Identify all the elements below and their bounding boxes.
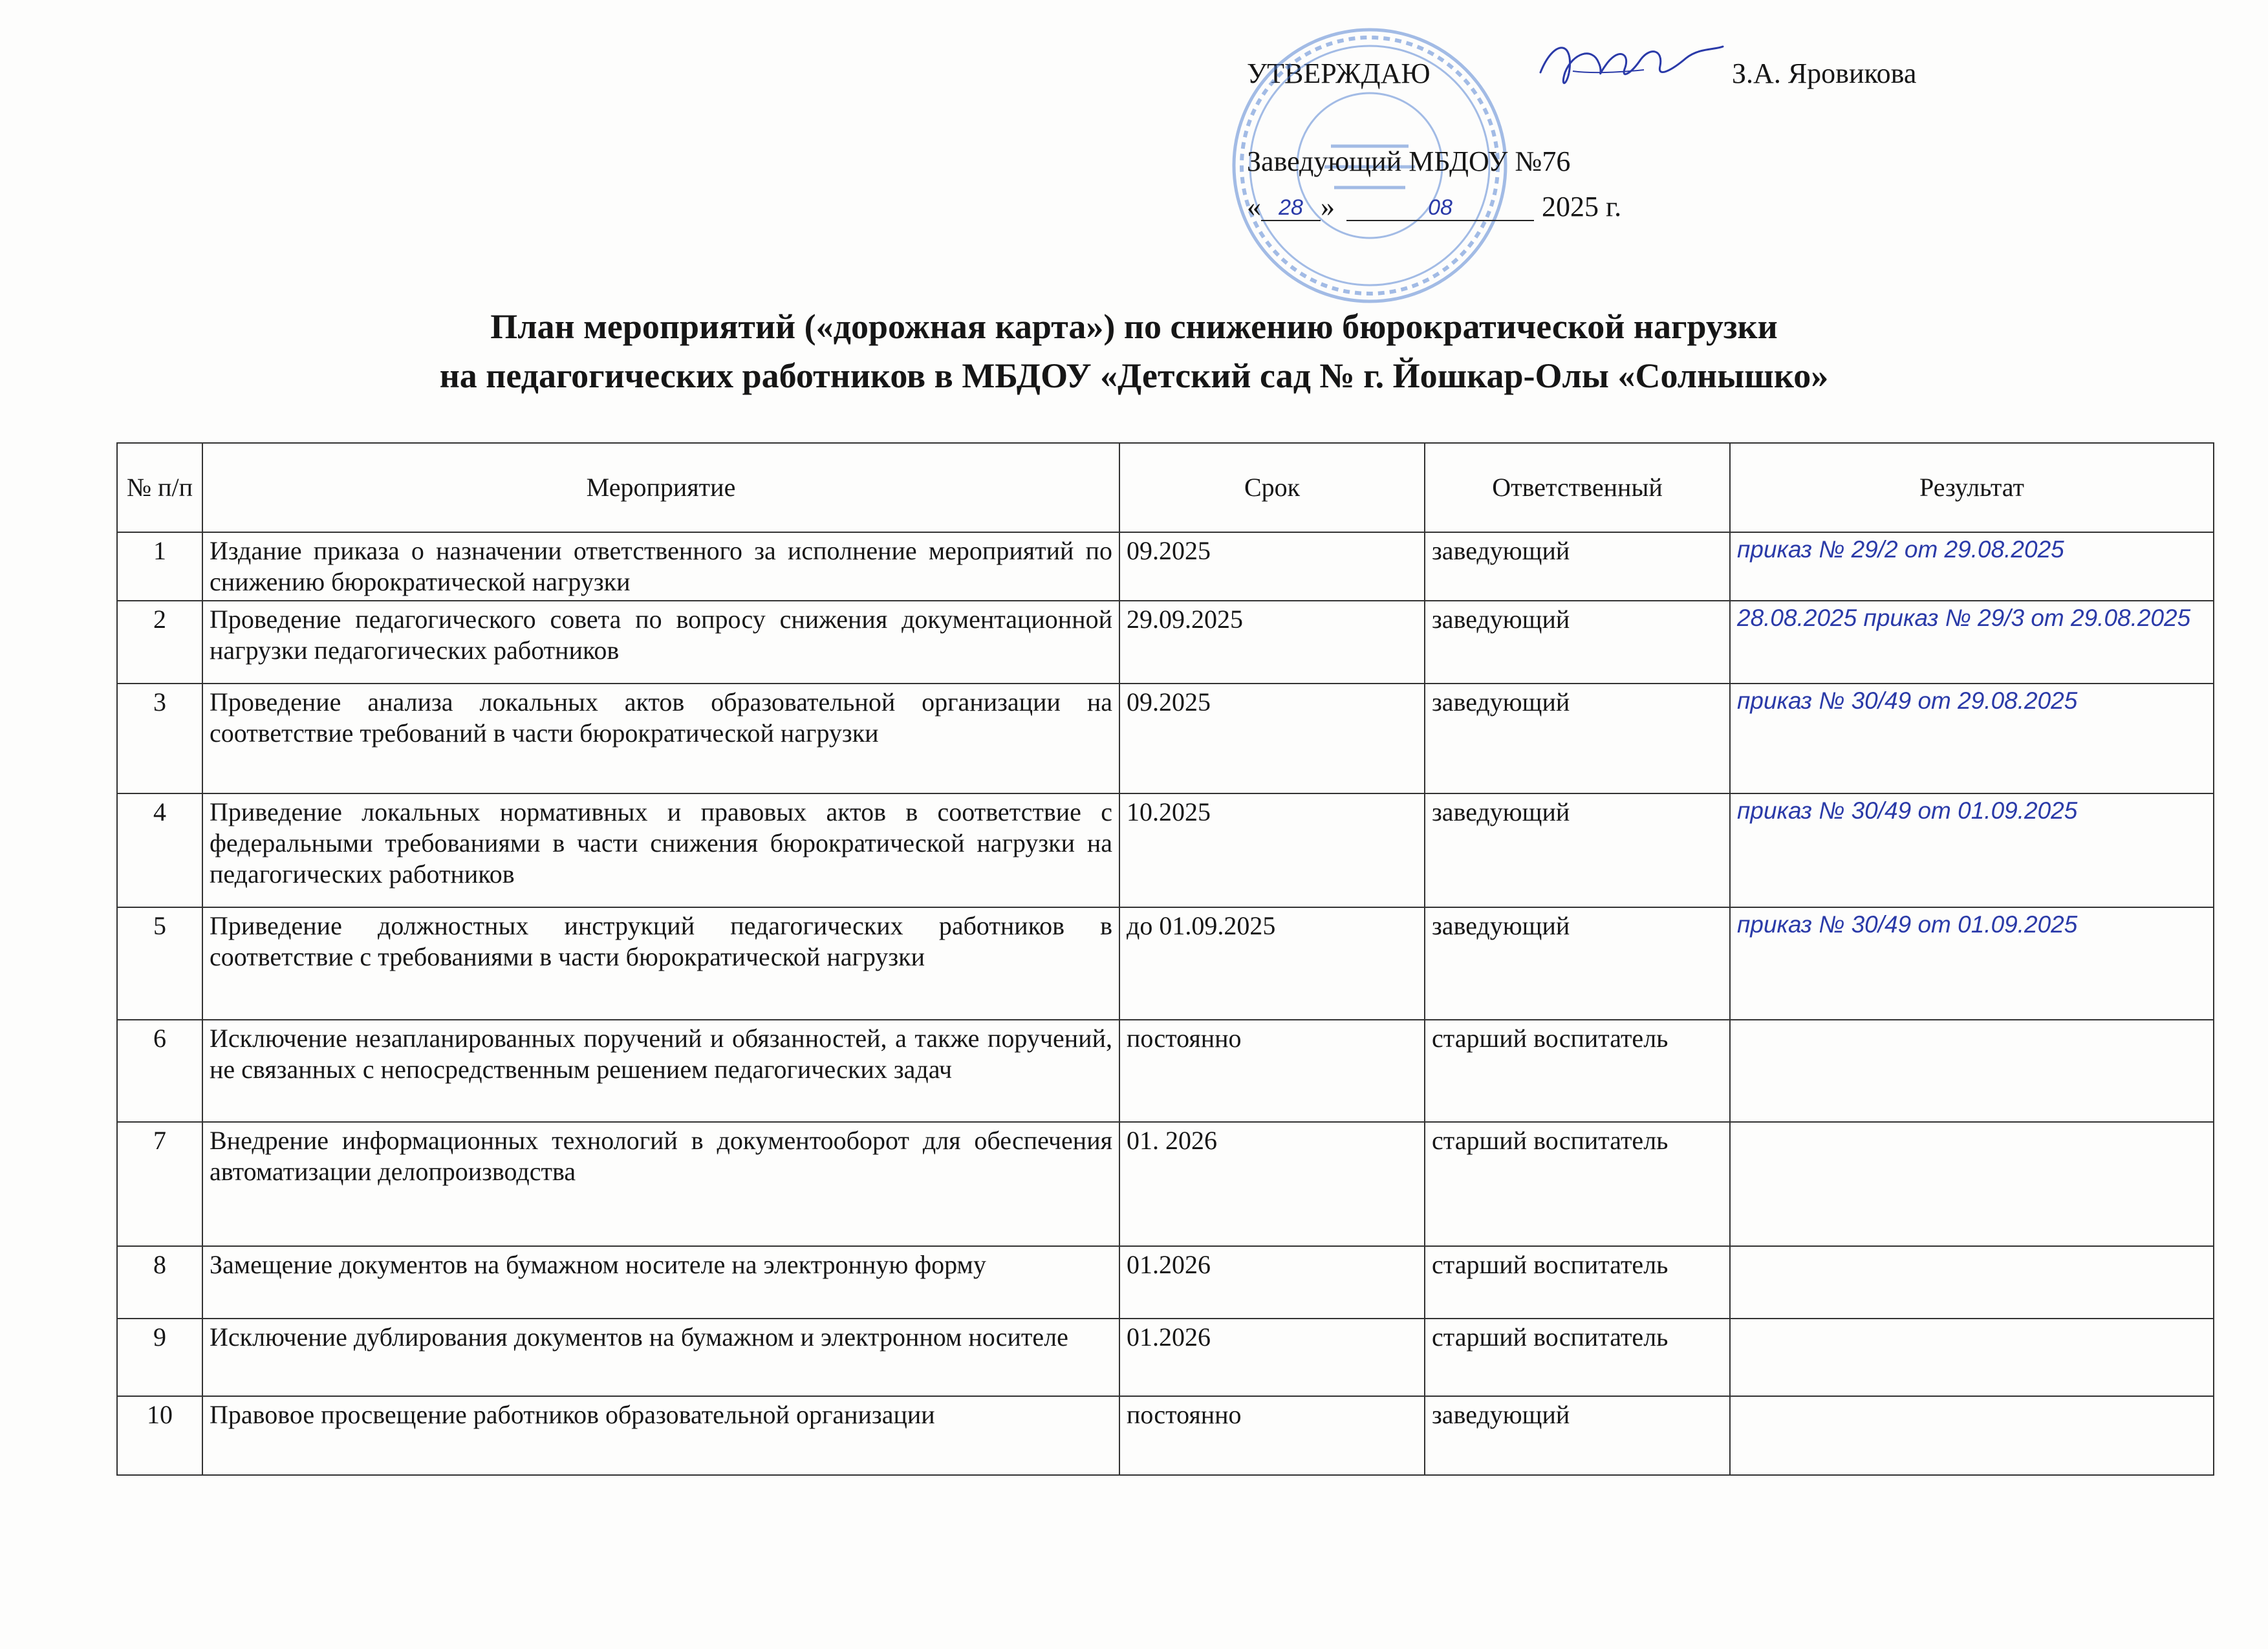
row-term: 10.2025: [1119, 793, 1425, 907]
row-result: [1730, 1396, 2214, 1475]
approver-position: Заведующий МБДОУ №76: [1247, 146, 1571, 177]
plan-table: [116, 442, 2214, 1476]
row-num: 5: [117, 907, 202, 1020]
row-event: Приведение локальных нормативных и правовых актов в соответствие с федеральными требованиями в части снижения бюрократической нагрузки на педагогических работников: [202, 793, 1119, 907]
row-responsible: старший воспитатель: [1425, 1020, 1730, 1122]
row-result: приказ № 30/49 от 29.08.2025: [1730, 684, 2214, 793]
date-open-quote: «: [1247, 191, 1261, 222]
row-responsible: заведующий: [1425, 601, 1730, 684]
row-result: 28.08.2025 приказ № 29/3 от 29.08.2025: [1730, 601, 2214, 684]
header-result: Результат: [1730, 443, 2214, 532]
row-num: 1: [117, 532, 202, 601]
table-row: [117, 907, 2214, 1020]
date-close-quote: »: [1321, 191, 1335, 222]
row-event: Проведение анализа локальных актов образовательной организации на соответствие требований в части бюрократической нагрузки: [202, 684, 1119, 793]
row-num: 6: [117, 1020, 202, 1122]
table-row: [117, 793, 2214, 907]
row-responsible: старший воспитатель: [1425, 1246, 1730, 1319]
table-row: [117, 1396, 2214, 1475]
row-responsible: заведующий: [1425, 684, 1730, 793]
table-row: [117, 1020, 2214, 1122]
approval-word: УТВЕРЖДАЮ: [1247, 58, 1431, 89]
row-event: Проведение педагогического совета по вопросу снижения документационной нагрузки педагогических работников: [202, 601, 1119, 684]
row-result: приказ № 29/2 от 29.08.2025: [1730, 532, 2214, 601]
header-responsible: Ответственный: [1425, 443, 1730, 532]
table-row: [117, 1246, 2214, 1319]
row-responsible: заведующий: [1425, 532, 1730, 601]
row-event: Правовое просвещение работников образовательной организации: [202, 1396, 1119, 1475]
row-num: 9: [117, 1319, 202, 1396]
row-term: 09.2025: [1119, 532, 1425, 601]
row-num: 3: [117, 684, 202, 793]
row-responsible: заведующий: [1425, 1396, 1730, 1475]
row-term: 09.2025: [1119, 684, 1425, 793]
row-responsible: старший воспитатель: [1425, 1319, 1730, 1396]
table-row: [117, 1122, 2214, 1246]
row-result: [1730, 1246, 2214, 1319]
document-title-line-1: План мероприятий («дорожная карта») по снижению бюрократической нагрузки: [490, 307, 1778, 346]
table-row: [117, 684, 2214, 793]
row-event: Издание приказа о назначении ответственного за исполнение мероприятий по снижению бюрократической нагрузки: [202, 532, 1119, 601]
row-responsible: заведующий: [1425, 793, 1730, 907]
row-result: [1730, 1319, 2214, 1396]
row-num: 4: [117, 793, 202, 907]
row-num: 7: [117, 1122, 202, 1246]
row-responsible: старший воспитатель: [1425, 1122, 1730, 1246]
approval-date: [1247, 191, 1621, 221]
row-result: приказ № 30/49 от 01.09.2025: [1730, 793, 2214, 907]
row-term: до 01.09.2025: [1119, 907, 1425, 1020]
row-event: Внедрение информационных технологий в документооборот для обеспечения автоматизации делопроизводства: [202, 1122, 1119, 1246]
row-term: постоянно: [1119, 1020, 1425, 1122]
approver-name: З.А. Яровикова: [1732, 58, 1917, 89]
table-row: [117, 1319, 2214, 1396]
table-row: [117, 601, 2214, 684]
header-event: Мероприятие: [202, 443, 1119, 532]
table-header-row: [117, 443, 2214, 532]
row-event: Исключение незапланированных поручений и обязанностей, а также поручений, не связанных с непосредственным решением педагогических задач: [202, 1020, 1119, 1122]
table-row: [117, 532, 2214, 601]
row-event: Замещение документов на бумажном носителе на электронную форму: [202, 1246, 1119, 1319]
row-term: 29.09.2025: [1119, 601, 1425, 684]
row-result: [1730, 1122, 2214, 1246]
row-term: 01.2026: [1119, 1319, 1425, 1396]
row-num: 10: [117, 1396, 202, 1475]
document-title-line-2: на педагогических работников в МБДОУ «Детский сад № г. Йошкар-Олы «Солнышко»: [439, 356, 1829, 395]
row-term: 01. 2026: [1119, 1122, 1425, 1246]
row-result: [1730, 1020, 2214, 1122]
handwritten-signature: [1534, 34, 1728, 98]
row-event: Приведение должностных инструкций педагогических работников в соответствие с требованиями в части бюрократической нагрузки: [202, 907, 1119, 1020]
header-num: № п/п: [117, 443, 202, 532]
row-result: приказ № 30/49 от 01.09.2025: [1730, 907, 2214, 1020]
date-month-field: [1346, 191, 1534, 221]
date-month: 08: [1428, 195, 1453, 220]
date-day: 28: [1279, 195, 1303, 220]
header-term: Срок: [1119, 443, 1425, 532]
date-year: 2025 г.: [1542, 191, 1622, 222]
row-num: 8: [117, 1246, 202, 1319]
row-responsible: заведующий: [1425, 907, 1730, 1020]
date-day-field: [1261, 191, 1321, 221]
row-term: постоянно: [1119, 1396, 1425, 1475]
row-term: 01.2026: [1119, 1246, 1425, 1319]
row-num: 2: [117, 601, 202, 684]
row-event: Исключение дублирования документов на бумажном и электронном носителе: [202, 1319, 1119, 1396]
